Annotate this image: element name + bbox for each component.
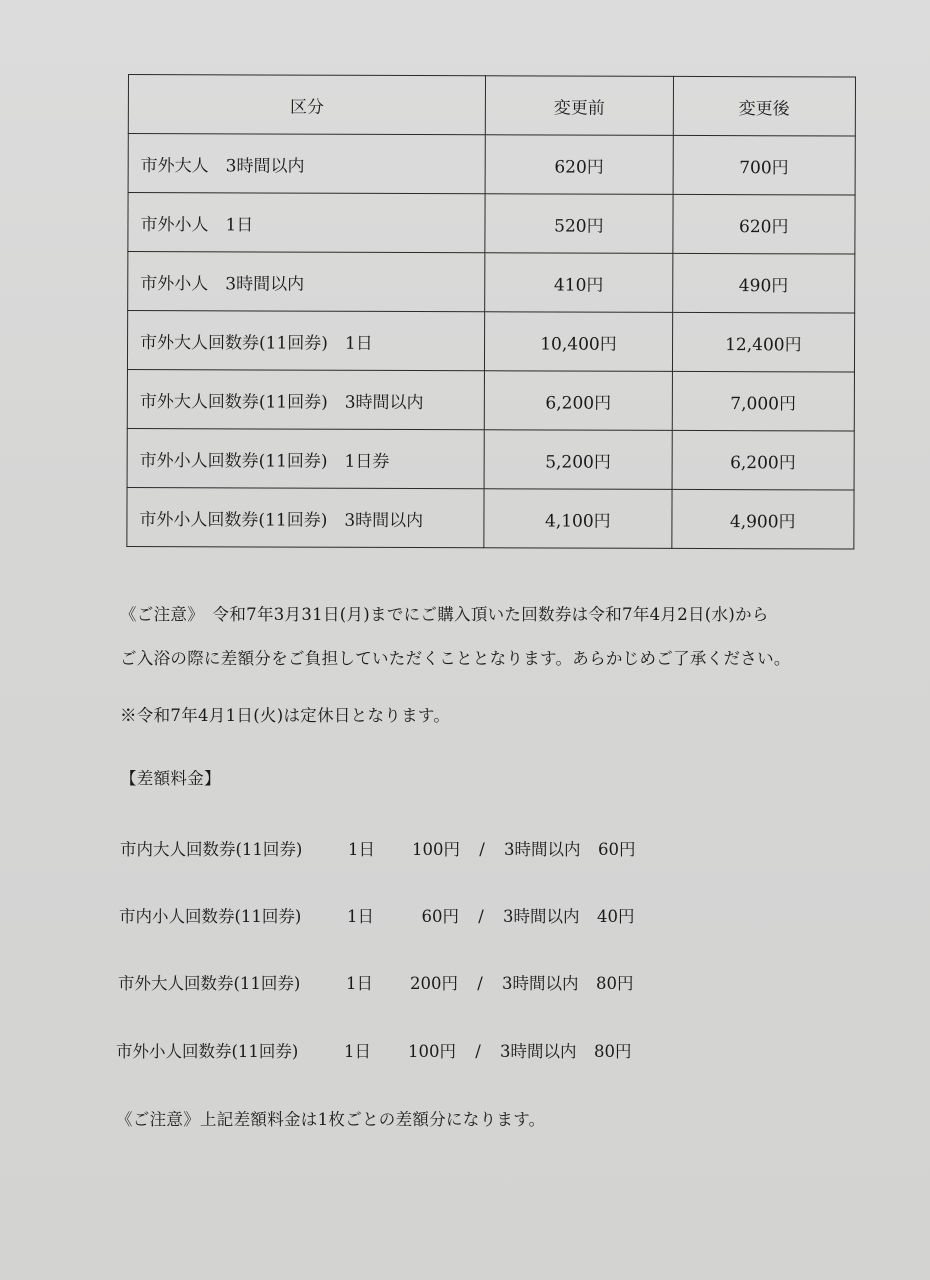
row-after-price: 620円 <box>672 194 855 254</box>
difference-day-label: 1日 <box>348 840 375 859</box>
row-before-price: 4,100円 <box>484 489 672 549</box>
row-after-price: 4,900円 <box>671 489 854 549</box>
difference-ticket-name: 市外大人回数券(11回券) <box>118 974 301 993</box>
difference-separator: / <box>479 840 485 859</box>
header-category: 区分 <box>128 75 485 135</box>
row-after-price: 7,000円 <box>672 371 855 431</box>
difference-ticket-name: 市内小人回数券(11回券) <box>119 907 302 926</box>
difference-day-label: 1日 <box>347 907 374 926</box>
row-category: 市外小人回数券(11回券) 3時間以内 <box>127 487 484 547</box>
table-row <box>127 369 854 431</box>
row-before-price: 5,200円 <box>484 430 672 490</box>
difference-hours-price: 60円 <box>598 840 636 859</box>
notice-line-1: 《ご注意》 令和7年3月31日(月)までにご購入頂いた回数券は令和7年4月2日(水)から <box>120 605 769 624</box>
row-after-price: 490円 <box>672 253 855 313</box>
row-after-price: 6,200円 <box>672 430 855 490</box>
difference-day-price: 200円 <box>410 974 458 993</box>
difference-separator: / <box>477 974 483 993</box>
fee-change-table <box>126 74 856 550</box>
difference-hours-price: 40円 <box>597 907 635 926</box>
difference-day-price: 100円 <box>412 840 460 859</box>
difference-hours-label: 3時間以内 <box>502 974 579 993</box>
header-after: 変更後 <box>673 76 856 136</box>
row-category: 市外大人回数券(11回券) 3時間以内 <box>127 369 484 429</box>
table-row <box>128 252 855 314</box>
difference-hours-label: 3時間以内 <box>504 840 581 859</box>
row-category: 市外小人回数券(11回券) 1日券 <box>127 428 484 488</box>
row-before-price: 620円 <box>485 135 673 195</box>
row-before-price: 10,400円 <box>485 312 673 372</box>
row-category: 市外小人 3時間以内 <box>128 252 485 312</box>
difference-day-price: 100円 <box>408 1042 456 1061</box>
row-before-price: 6,200円 <box>484 371 672 431</box>
difference-separator: / <box>478 907 484 926</box>
row-category: 市外小人 1日 <box>128 193 485 253</box>
difference-hours-label: 3時間以内 <box>503 907 580 926</box>
difference-row <box>119 903 635 927</box>
difference-ticket-name: 市外小人回数券(11回券) <box>116 1042 299 1061</box>
header-before: 変更前 <box>486 76 674 136</box>
difference-row <box>118 970 634 994</box>
table-row <box>128 193 855 255</box>
footnote: 《ご注意》上記差額料金は1枚ごとの差額分になります。 <box>116 1110 546 1129</box>
table-row <box>127 428 854 490</box>
notice-line-2: ご入浴の際に差額分をご負担していただくこととなります。あらかじめご了承ください。 <box>120 649 791 668</box>
row-after-price: 700円 <box>673 135 856 195</box>
difference-row <box>120 836 636 860</box>
difference-hours-price: 80円 <box>596 974 634 993</box>
difference-separator: / <box>475 1042 481 1061</box>
difference-day-label: 1日 <box>346 974 373 993</box>
difference-day-label: 1日 <box>344 1042 371 1061</box>
row-after-price: 12,400円 <box>672 312 855 372</box>
difference-day-price: 60円 <box>421 907 459 926</box>
holiday-note: ※令和7年4月1日(火)は定休日となります。 <box>120 706 451 725</box>
difference-heading: 【差額料金】 <box>120 769 221 788</box>
table-row <box>128 134 855 196</box>
table-header-row <box>128 75 855 137</box>
difference-hours-price: 80円 <box>594 1042 632 1061</box>
difference-ticket-name: 市内大人回数券(11回券) <box>120 840 303 859</box>
row-category: 市外大人回数券(11回券) 1日 <box>127 311 484 371</box>
table-row <box>127 487 854 549</box>
difference-hours-label: 3時間以内 <box>500 1042 577 1061</box>
row-category: 市外大人 3時間以内 <box>128 134 485 194</box>
difference-row <box>116 1038 632 1062</box>
row-before-price: 520円 <box>485 194 673 254</box>
row-before-price: 410円 <box>485 253 673 313</box>
table-row <box>127 311 854 373</box>
